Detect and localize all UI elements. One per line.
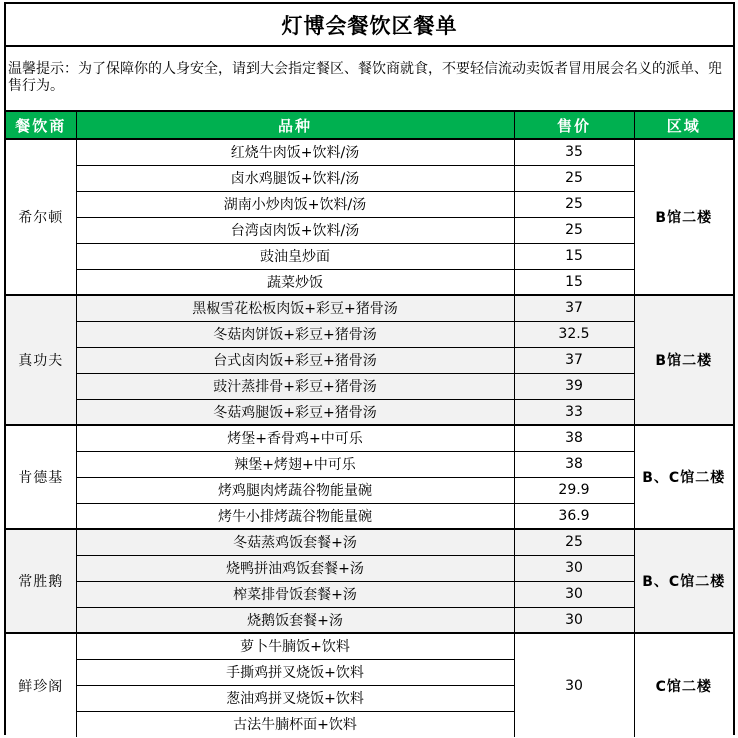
shared-price: 30 <box>514 633 634 737</box>
item-name: 卤水鸡腿饭+饮料/汤 <box>76 165 514 191</box>
item-price: 30 <box>514 581 634 607</box>
item-name: 冬菇肉饼饭+彩豆+猪骨汤 <box>76 321 514 347</box>
header-vendor: 餐饮商 <box>6 112 76 139</box>
item-price: 32.5 <box>514 321 634 347</box>
zone-label: B馆二楼 <box>634 295 733 425</box>
item-name: 冬菇蒸鸡饭套餐+汤 <box>76 529 514 555</box>
item-name: 蔬菜炒饭 <box>76 269 514 295</box>
item-name: 豉汁蒸排骨+彩豆+猪骨汤 <box>76 373 514 399</box>
table-row <box>6 607 733 633</box>
table-row <box>6 373 733 399</box>
header-price: 售价 <box>514 112 634 139</box>
vendor-section-zhengongfu <box>6 295 733 425</box>
table-row <box>6 321 733 347</box>
item-name: 手撕鸡拼叉烧饭+饮料 <box>76 659 514 685</box>
item-price: 29.9 <box>514 477 634 503</box>
vendor-section-kfc <box>6 425 733 529</box>
item-name: 台湾卤肉饭+饮料/汤 <box>76 217 514 243</box>
zone-label: B、C馆二楼 <box>634 425 733 529</box>
header-item: 品种 <box>76 112 514 139</box>
item-name: 榨菜排骨饭套餐+汤 <box>76 581 514 607</box>
item-name: 烧鸭拼油鸡饭套餐+汤 <box>76 555 514 581</box>
table-row <box>6 191 733 217</box>
safety-notice: 温馨提示：为了保障你的人身安全，请到大会指定餐区、餐饮商就食，不要轻信流动卖饭者冒用展会名义的派单、兜售行为。 <box>6 47 733 112</box>
item-price: 36.9 <box>514 503 634 529</box>
item-price: 25 <box>514 217 634 243</box>
item-name: 古法牛腩杯面+饮料 <box>76 711 514 737</box>
table-row <box>6 217 733 243</box>
item-price: 37 <box>514 347 634 373</box>
item-name: 豉油皇炒面 <box>76 243 514 269</box>
item-name: 萝卜牛腩饭+饮料 <box>76 633 514 659</box>
item-name: 黑椒雪花松板肉饭+彩豆+猪骨汤 <box>76 295 514 321</box>
item-price: 30 <box>514 607 634 633</box>
item-name: 烤堡+香骨鸡+中可乐 <box>76 425 514 451</box>
table-row <box>6 269 733 295</box>
table-row <box>6 165 733 191</box>
item-name: 葱油鸡拼叉烧饭+饮料 <box>76 685 514 711</box>
item-name: 辣堡+烤翅+中可乐 <box>76 451 514 477</box>
table-header-row <box>6 112 733 139</box>
zone-label: C馆二楼 <box>634 633 733 737</box>
vendor-name: 鲜珍阁 <box>6 633 76 737</box>
item-price: 33 <box>514 399 634 425</box>
item-price: 39 <box>514 373 634 399</box>
header-zone: 区域 <box>634 112 733 139</box>
item-price: 25 <box>514 529 634 555</box>
vendor-name: 肯德基 <box>6 425 76 529</box>
vendor-section-xianzhenge <box>6 633 733 737</box>
item-name: 冬菇鸡腿饭+彩豆+猪骨汤 <box>76 399 514 425</box>
table-row <box>6 139 733 165</box>
menu-sheet <box>4 2 735 735</box>
table-row <box>6 633 733 659</box>
item-price: 38 <box>514 425 634 451</box>
item-price: 38 <box>514 451 634 477</box>
vendor-section-changshenge <box>6 529 733 633</box>
table-row <box>6 347 733 373</box>
table-row <box>6 477 733 503</box>
table-row <box>6 425 733 451</box>
vendor-section-hilton <box>6 139 733 295</box>
item-price: 37 <box>514 295 634 321</box>
zone-label: B、C馆二楼 <box>634 529 733 633</box>
table-row <box>6 503 733 529</box>
table-row <box>6 451 733 477</box>
table-row <box>6 295 733 321</box>
item-price: 25 <box>514 165 634 191</box>
vendor-name: 希尔顿 <box>6 139 76 295</box>
table-row <box>6 529 733 555</box>
item-name: 烤鸡腿肉烤蔬谷物能量碗 <box>76 477 514 503</box>
zone-label: B馆二楼 <box>634 139 733 295</box>
table-row <box>6 243 733 269</box>
item-price: 25 <box>514 191 634 217</box>
menu-table <box>6 112 733 737</box>
table-row <box>6 399 733 425</box>
vendor-name: 真功夫 <box>6 295 76 425</box>
item-name: 烤牛小排烤蔬谷物能量碗 <box>76 503 514 529</box>
item-name: 湖南小炒肉饭+饮料/汤 <box>76 191 514 217</box>
table-row <box>6 555 733 581</box>
item-price: 15 <box>514 269 634 295</box>
table-row <box>6 581 733 607</box>
page-title: 灯博会餐饮区餐单 <box>6 4 733 47</box>
item-name: 台式卤肉饭+彩豆+猪骨汤 <box>76 347 514 373</box>
item-price: 35 <box>514 139 634 165</box>
vendor-name: 常胜鹅 <box>6 529 76 633</box>
item-price: 30 <box>514 555 634 581</box>
item-name: 红烧牛肉饭+饮料/汤 <box>76 139 514 165</box>
item-name: 烧鹅饭套餐+汤 <box>76 607 514 633</box>
item-price: 15 <box>514 243 634 269</box>
